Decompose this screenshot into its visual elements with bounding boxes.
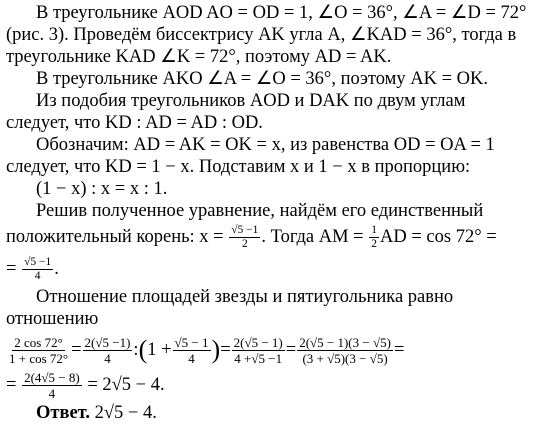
text-span: положительный корень: x = bbox=[6, 227, 224, 247]
text-span: 1 + bbox=[147, 340, 172, 360]
fraction-numerator: 2(4√5 − 8) bbox=[24, 370, 80, 386]
text-line: отношению bbox=[6, 309, 99, 329]
fraction-denominator: 4 +√5 −1 bbox=[234, 350, 283, 366]
fraction bbox=[297, 335, 393, 366]
open-paren: ( bbox=[138, 335, 148, 364]
fraction bbox=[173, 335, 211, 366]
fraction-numerator: √5 −1 bbox=[24, 256, 52, 269]
text-line: следует, что KD : AD = AD : OD. bbox=[6, 113, 263, 133]
text-line: (рис. 3). Проведём биссектрису AK угла A, ∠KAD = 36°, тогда в bbox=[6, 25, 517, 45]
colon-sign: : bbox=[133, 340, 139, 360]
text-line: Обозначим: AD = AK = OK = x, из равенства OD = OA = 1 bbox=[36, 135, 495, 155]
text-span: = 2√5 − 4. bbox=[87, 375, 165, 395]
equals-sign: = bbox=[393, 340, 405, 360]
fraction bbox=[369, 224, 379, 251]
equals-sign: = bbox=[71, 340, 82, 360]
fraction bbox=[22, 256, 53, 283]
fraction-denominator: 4 bbox=[34, 270, 41, 283]
answer-line bbox=[6, 402, 542, 424]
text-line-with-fractions bbox=[6, 370, 542, 402]
text-line: Отношение площадей звезды и пятиугольника равно bbox=[36, 287, 454, 307]
fraction-numerator: 2(√5 − 1) bbox=[233, 334, 283, 350]
text-span: AD = cos 72° = bbox=[380, 227, 497, 247]
fraction bbox=[232, 335, 285, 366]
fraction-denominator: 4 bbox=[188, 350, 195, 366]
fraction-numerator: 2 cos 72° bbox=[14, 334, 63, 350]
fraction-numerator: √5 − 1 bbox=[174, 334, 209, 350]
text-span: . bbox=[54, 259, 59, 279]
text-line: Из подобия треугольников AOD и DAK по двум углам bbox=[36, 91, 466, 111]
fraction-denominator: 4 bbox=[104, 350, 111, 366]
text-line: треугольнике KAD ∠K = 72°, поэтому AD = AK. bbox=[6, 47, 392, 67]
fraction-denominator: 1 + cos 72° bbox=[9, 350, 69, 366]
answer-label: Ответ. bbox=[36, 403, 91, 423]
text-line-with-fractions bbox=[6, 254, 542, 286]
text-line: В треугольнике AKO ∠A = ∠O = 36°, поэтому AK = OK. bbox=[36, 69, 488, 89]
fraction bbox=[7, 335, 70, 366]
fraction-numerator: 1 bbox=[371, 224, 377, 237]
answer-value: 2√5 − 4. bbox=[94, 403, 157, 423]
fraction-numerator: 2(√5 − 1)(3 − √5) bbox=[299, 334, 391, 350]
equals-sign: = bbox=[285, 340, 297, 360]
fraction-denominator: 2 bbox=[241, 238, 248, 251]
text-line: В треугольнике AOD AO = OD = 1, ∠O = 36°, ∠A = ∠D = 72° bbox=[36, 3, 527, 23]
equals-sign: = bbox=[6, 375, 17, 395]
text-span: = bbox=[6, 259, 17, 279]
fraction-numerator: √5 −1 bbox=[231, 224, 259, 237]
fraction bbox=[229, 224, 260, 251]
text-line-with-fractions bbox=[6, 222, 542, 254]
fraction bbox=[22, 370, 82, 401]
fraction-numerator: 2(√5 −1) bbox=[84, 334, 131, 350]
text-span: . Тогда AM = bbox=[261, 227, 364, 247]
equals-sign: = bbox=[220, 340, 231, 360]
close-paren: ) bbox=[211, 335, 221, 364]
fraction-denominator: (3 + √5)(3 − √5) bbox=[302, 350, 388, 366]
fraction bbox=[83, 335, 133, 366]
text-line: следует, что KD = 1 − x. Подставим x и 1 − x в пропорцию: bbox=[6, 157, 471, 177]
text-line: Решив полученное уравнение, найдём его единственный bbox=[36, 201, 484, 221]
text-line: (1 − x) : x = x : 1. bbox=[36, 179, 168, 199]
fraction-denominator: 2 bbox=[371, 238, 377, 251]
ratio-equation bbox=[6, 330, 542, 370]
fraction-denominator: 4 bbox=[48, 386, 56, 402]
